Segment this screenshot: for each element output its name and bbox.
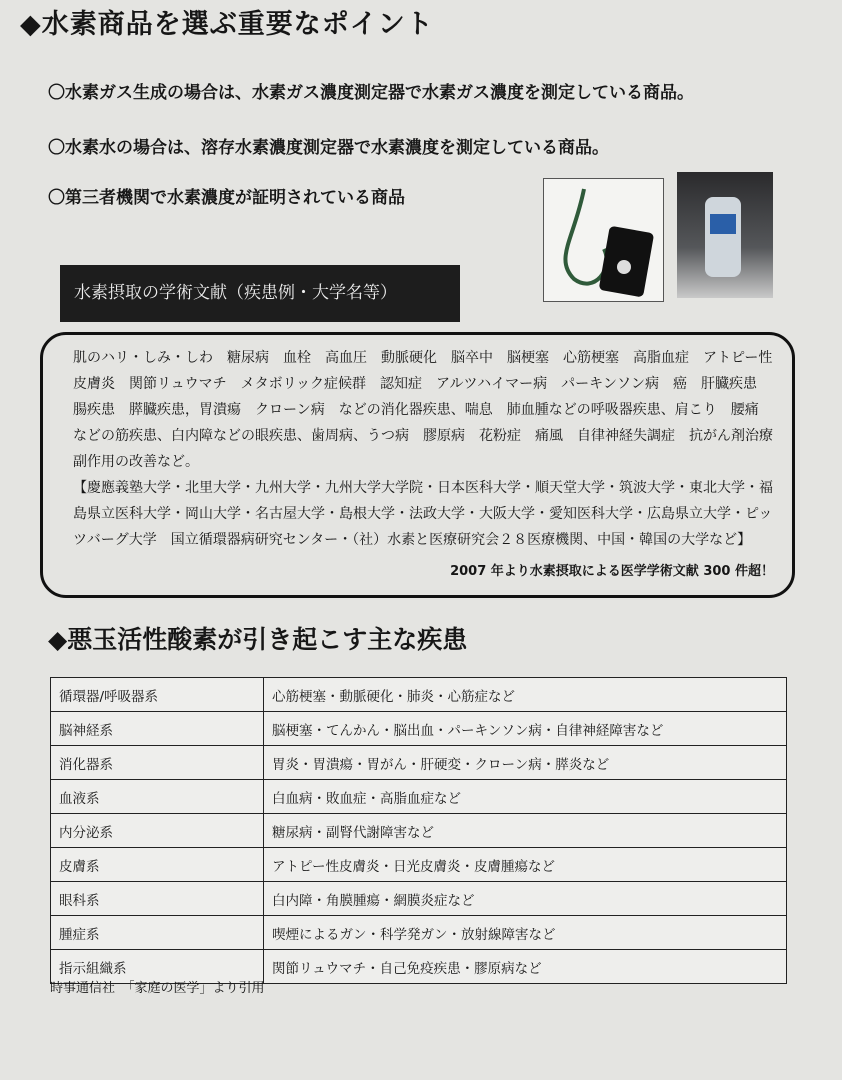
table-row: [51, 882, 787, 916]
disease-cell: 白血病・敗血症・高脂血症など: [264, 780, 787, 814]
system-cell: 皮膚系: [51, 848, 264, 882]
disease-table: [50, 677, 787, 984]
point-2: 〇水素水の場合は、溶存水素濃度測定器で水素濃度を測定している商品。: [48, 138, 609, 158]
table-row: [51, 780, 787, 814]
table-row: [51, 712, 787, 746]
point-3: 〇第三者機関で水素濃度が証明されている商品: [48, 188, 405, 208]
disease-cell: 白内障・角膜腫瘍・網膜炎症など: [264, 882, 787, 916]
literature-box: [40, 332, 795, 598]
source-citation: 時事通信社 「家庭の医学」より引用: [50, 981, 265, 996]
university-list: 【慶應義塾大学・北里大学・九州大学・九州大学大学院・日本医科大学・順天堂大学・筑波大学・東北大学・福島県立医科大学・岡山大学・名古屋大学・島根大学・法政大学・大阪大学・愛知医科大学・広島県立大学・ピッツバーグ大学 国立循環器病研究センター・（社）水素と医療研究会２８医療機関、中国・韓国の大学など】: [73, 480, 773, 548]
hydrogen-meter-icon: [544, 179, 663, 301]
section-title-diseases: ◆悪玉活性酸素が引き起こす主な疾患: [48, 625, 468, 654]
table-row: [51, 678, 787, 712]
disease-list: 肌のハリ・しみ・しわ 糖尿病 血栓 高血圧 動脈硬化 脳卒中 脳梗塞 心筋梗塞 高脂血症 アトピー性皮膚炎 関節リュウマチ メタボリック症候群 認知症 アルツハイマー病 パーキンソン病 癌 肝臓疾患 腸疾患 膵臓疾患，胃潰瘍 クローン病 などの消化器疾患、喘息 肺血腫などの呼吸器疾患、肩こり 腰痛 などの筋疾患、白内障などの眼疾患、歯周病、うつ病 膠原病 花粉症 痛風 自律神経失調症 抗がん剤治療副作用の改善など。: [73, 350, 773, 470]
gas-meter-photo: [543, 178, 664, 302]
table-row: [51, 916, 787, 950]
system-cell: 指示組織系: [51, 950, 264, 984]
disease-cell: 関節リュウマチ・自己免疫疾患・膠原病など: [264, 950, 787, 984]
dissolved-hydrogen-meter-icon: [677, 172, 773, 298]
page-title: ◆水素商品を選ぶ重要なポイント: [20, 9, 434, 40]
literature-banner: 水素摂取の学術文献（疾患例・大学名等）: [60, 265, 460, 322]
literature-note: 2007 年より水素摂取による医学学術文献 300 件超！: [450, 564, 774, 579]
disease-cell: 脳梗塞・てんかん・脳出血・パーキンソン病・自律神経障害など: [264, 712, 787, 746]
system-cell: 内分泌系: [51, 814, 264, 848]
disease-cell: 心筋梗塞・動脈硬化・肺炎・心筋症など: [264, 678, 787, 712]
disease-cell: 糖尿病・副腎代謝障害など: [264, 814, 787, 848]
table-row: [51, 814, 787, 848]
disease-cell: 胃炎・胃潰瘍・胃がん・肝硬変・クローン病・膵炎など: [264, 746, 787, 780]
table-row: [51, 848, 787, 882]
system-cell: 血液系: [51, 780, 264, 814]
system-cell: 脳神経系: [51, 712, 264, 746]
disease-cell: 喫煙によるガン・科学発ガン・放射線障害など: [264, 916, 787, 950]
point-1: 〇水素ガス生成の場合は、水素ガス濃度測定器で水素ガス濃度を測定している商品。: [48, 83, 694, 103]
table-row: [51, 746, 787, 780]
system-cell: 眼科系: [51, 882, 264, 916]
water-meter-photo: [677, 172, 773, 298]
disease-cell: アトピー性皮膚炎・日光皮膚炎・皮膚腫瘍など: [264, 848, 787, 882]
system-cell: 腫症系: [51, 916, 264, 950]
system-cell: 循環器/呼吸器系: [51, 678, 264, 712]
system-cell: 消化器系: [51, 746, 264, 780]
